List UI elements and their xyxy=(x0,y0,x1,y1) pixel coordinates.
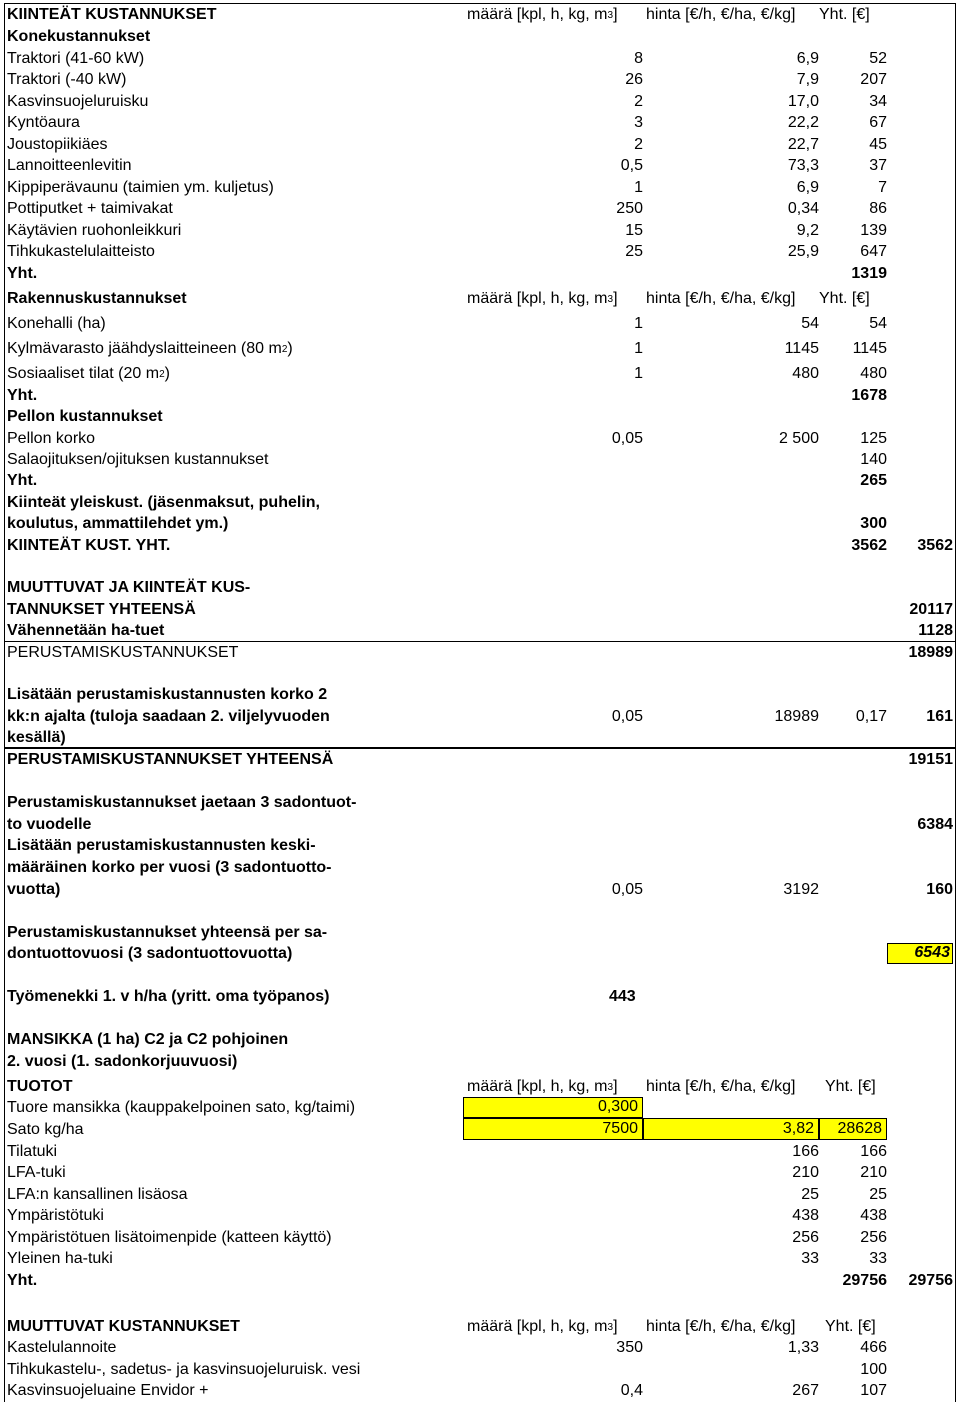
interest-rate: 0,05 xyxy=(611,708,643,725)
interest-row-3 xyxy=(5,727,956,748)
item-price: 1145 xyxy=(784,340,819,357)
table-row xyxy=(5,241,956,262)
item-total: 647 xyxy=(860,243,887,260)
total-header: Yht. [€] xyxy=(819,290,870,307)
table-row xyxy=(5,1162,956,1183)
subsidy-value: 1128 xyxy=(918,622,953,639)
table-row xyxy=(5,176,956,198)
item-name: Kasvinsuojeluaine Envidor + xyxy=(7,1382,209,1399)
divided-value: 6384 xyxy=(917,816,953,833)
var-costs-title: MUUTTUVAT KUSTANNUKSET xyxy=(7,1318,240,1335)
per-year-value: 6543 xyxy=(887,943,953,964)
price-header: hinta [€/h, €/ha, €/kg] xyxy=(646,1318,796,1335)
strawberry-title: MANSIKKA (1 ha) C2 ja C2 pohjoinen xyxy=(7,1031,289,1048)
var-fixed-value: 20117 xyxy=(909,601,953,618)
divided-row-2 xyxy=(5,813,956,835)
per-year-label-line1: Perustamiskustannukset yhteensä per sa- xyxy=(7,924,328,941)
avg-interest-row-2 xyxy=(5,856,956,878)
item-quantity: 0,4 xyxy=(620,1382,643,1399)
field-costs-title: Pellon kustannukset xyxy=(7,408,163,425)
establish-total-value: 19151 xyxy=(908,751,953,768)
item-total: 438 xyxy=(860,1207,887,1224)
item-quantity: 25 xyxy=(625,243,643,260)
item-total: 139 xyxy=(860,222,887,239)
interest-factor: 0,17 xyxy=(855,708,887,725)
item-price: 73,3 xyxy=(787,157,819,174)
item-name: Kylmävarasto jäähdyslaitteineen (80 m $^2$ ) xyxy=(7,340,293,357)
item-total: 86 xyxy=(869,200,887,217)
item-price: 1,33 xyxy=(787,1339,819,1356)
quantity-header: määrä [kpl, h, kg, m $^3$ ] xyxy=(467,1078,618,1095)
item-name: Kastelulannoite xyxy=(7,1339,117,1356)
total-header: Yht. [€] xyxy=(825,1078,876,1095)
item-quantity: 1 xyxy=(634,365,643,382)
item-quantity: 0,5 xyxy=(620,157,643,174)
table-row xyxy=(5,1248,956,1269)
yield-per-plant-row xyxy=(5,1097,956,1118)
item-total: 256 xyxy=(860,1229,887,1246)
spacer xyxy=(5,1007,956,1029)
item-price xyxy=(643,1358,819,1380)
price-header: hinta [€/h, €/ha, €/kg] xyxy=(646,6,796,23)
price-header: hinta [€/h, €/ha, €/kg] xyxy=(646,1078,796,1095)
item-name: LFA-tuki xyxy=(7,1164,66,1181)
item-quantity xyxy=(463,1358,643,1380)
income-title: TUOTOT xyxy=(7,1078,73,1095)
table-row xyxy=(5,359,956,384)
table-row xyxy=(5,133,956,155)
quantity-header: määrä [kpl, h, kg, m $^3$ ] xyxy=(467,1318,618,1335)
divided-row-1 xyxy=(5,792,956,813)
yield-price: 3,82 xyxy=(643,1118,819,1140)
table-row xyxy=(5,1183,956,1205)
item-name: Kippiperävaunu (taimien ym. kuljetus) xyxy=(7,179,274,196)
avg-interest-rate: 0,05 xyxy=(611,881,643,898)
yield-total: 28628 xyxy=(819,1118,887,1140)
table-row xyxy=(5,449,956,470)
table-row xyxy=(5,1226,956,1248)
item-price: 210 xyxy=(792,1164,819,1181)
spacer xyxy=(5,900,956,921)
left-border xyxy=(4,4,5,1402)
spreadsheet xyxy=(5,4,956,1401)
item-total: 107 xyxy=(860,1382,887,1399)
general-costs-row-2 xyxy=(5,513,956,534)
item-total: 100 xyxy=(860,1361,887,1378)
item-total: 54 xyxy=(869,315,887,332)
item-total: 7 xyxy=(878,179,887,196)
strawberry-title-row-1 xyxy=(5,1029,956,1050)
fixed-total-value-2: 3562 xyxy=(917,537,953,554)
item-quantity: 1 xyxy=(634,179,643,196)
avg-interest-label-line2: määräinen korko per vuosi (3 sadontuotto- xyxy=(7,859,332,876)
item-total: 480 xyxy=(860,365,887,382)
interest-label-line3: kesällä) xyxy=(7,729,66,746)
item-name: Pottiputket + taimivakat xyxy=(7,200,173,217)
item-quantity: 2 xyxy=(634,93,643,110)
sum-label: Yht. xyxy=(7,265,38,282)
building-header-row xyxy=(5,284,956,309)
item-total: 25 xyxy=(869,1186,887,1203)
item-total: 33 xyxy=(869,1250,887,1267)
table-row xyxy=(5,334,956,359)
section-title-row xyxy=(5,406,956,427)
yield-row xyxy=(5,1118,956,1140)
spacer xyxy=(5,964,956,986)
general-costs-label-line1: Kiinteät yleiskust. (jäsenmaksut, puhelin, xyxy=(7,494,320,511)
per-year-label-line2: dontuottovuosi (3 sadontuottovuotta) xyxy=(7,945,293,962)
item-quantity: 0,05 xyxy=(611,430,643,447)
sum-value: 1678 xyxy=(851,387,887,404)
item-price xyxy=(643,449,819,470)
table-row xyxy=(5,90,956,112)
fixed-costs-header-row xyxy=(5,4,956,25)
item-price: 9,2 xyxy=(796,222,819,239)
table-row xyxy=(5,1380,956,1401)
yield-per-plant-value: 0,300 xyxy=(463,1097,643,1118)
item-quantity: 2 xyxy=(634,136,643,153)
item-price: 6,9 xyxy=(796,50,819,67)
establish-label: PERUSTAMISKUSTANNUKSET xyxy=(7,644,239,661)
avg-interest-value: 160 xyxy=(926,881,953,898)
item-price: 256 xyxy=(792,1229,819,1246)
item-total: 1145 xyxy=(852,340,887,357)
yield-qty: 7500 xyxy=(463,1118,643,1140)
item-name: Tihkukastelu-, sadetus- ja kasvinsuojeluruisk. vesi xyxy=(7,1361,361,1378)
variable-cost-rows xyxy=(5,1337,956,1401)
sum-label: Yht. xyxy=(7,387,38,404)
item-name: Ympäristötuen lisätoimenpide (katteen käyttö) xyxy=(7,1229,332,1246)
table-row xyxy=(5,47,956,69)
interest-row-2 xyxy=(5,705,956,727)
item-price: 166 xyxy=(792,1143,819,1160)
establish-value: 18989 xyxy=(908,644,953,661)
sum-label: Yht. xyxy=(7,1272,38,1289)
item-name: Kasvinsuojeluruisku xyxy=(7,93,149,110)
spacer xyxy=(5,1291,956,1311)
item-price: 6,9 xyxy=(796,179,819,196)
field-cost-rows xyxy=(5,427,956,470)
item-name: Sosiaaliset tilat (20 m $^2$ ) xyxy=(7,365,170,382)
item-price: 0,34 xyxy=(787,200,819,217)
var-costs-header-row xyxy=(5,1311,956,1337)
general-costs-label-line2: koulutus, ammattilehdet ym.) xyxy=(7,515,229,532)
item-name: Yleinen ha-tuki xyxy=(7,1250,113,1267)
labour-label: Työmenekki 1. v h/ha (yritt. oma työpanos) xyxy=(7,988,330,1005)
spacer xyxy=(5,556,956,576)
item-quantity: 15 xyxy=(625,222,643,239)
interest-value: 161 xyxy=(926,708,953,725)
avg-interest-row-3 xyxy=(5,878,956,900)
item-price: 438 xyxy=(792,1207,819,1224)
item-total: 37 xyxy=(869,157,887,174)
sum-value: 265 xyxy=(860,472,887,489)
avg-interest-row-1 xyxy=(5,835,956,856)
labour-row xyxy=(5,986,956,1007)
strawberry-title-row-2 xyxy=(5,1050,956,1072)
item-quantity: 26 xyxy=(625,71,643,88)
building-sum-row xyxy=(5,384,956,406)
table-row xyxy=(5,219,956,241)
spacer xyxy=(5,663,956,683)
item-name: Pellon korko xyxy=(7,430,96,447)
price-header: hinta [€/h, €/ha, €/kg] xyxy=(646,290,796,307)
table-row xyxy=(5,155,956,176)
yield-label: Sato kg/ha xyxy=(7,1121,84,1138)
item-price: 54 xyxy=(801,315,819,332)
avg-interest-base: 3192 xyxy=(783,881,819,898)
item-price: 7,9 xyxy=(796,71,819,88)
yield-per-plant-label: Tuore mansikka (kauppakelpoinen sato, kg/taimi) xyxy=(7,1099,356,1116)
income-header-row xyxy=(5,1072,956,1097)
item-total: 207 xyxy=(860,71,887,88)
table-row xyxy=(5,1358,956,1380)
var-fixed-row-2 xyxy=(5,598,956,620)
subsidy-label: Vähennetään ha-tuet xyxy=(7,622,165,639)
table-row xyxy=(5,1337,956,1358)
item-price: 22,7 xyxy=(787,136,819,153)
interest-label-line2: kk:n ajalta (tuloja saadaan 2. viljelyvuoden xyxy=(7,708,330,725)
item-price: 17,0 xyxy=(787,93,819,110)
building-cost-rows xyxy=(5,309,956,384)
table-row xyxy=(5,198,956,219)
item-quantity: 350 xyxy=(616,1339,643,1356)
item-quantity xyxy=(463,449,643,470)
right-border xyxy=(955,4,956,1402)
var-fixed-label-line1: MUUTTUVAT JA KIINTEÄT KUS- xyxy=(7,579,251,596)
item-name: Käytävien ruohonleikkuri xyxy=(7,222,182,239)
table-row xyxy=(5,69,956,90)
item-quantity: 3 xyxy=(634,114,643,131)
fixed-costs-title: KIINTEÄT KUSTANNUKSET xyxy=(7,6,217,23)
total-header: Yht. [€] xyxy=(819,6,870,23)
spacer xyxy=(5,770,956,792)
interest-row-1 xyxy=(5,683,956,705)
item-total: 125 xyxy=(860,430,887,447)
item-total: 52 xyxy=(869,50,887,67)
income-rows xyxy=(5,1140,956,1269)
sum-value: 29756 xyxy=(842,1272,887,1289)
per-year-row-2 xyxy=(5,943,956,964)
sum-label: Yht. xyxy=(7,472,38,489)
table-row xyxy=(5,1205,956,1226)
item-price: 33 xyxy=(801,1250,819,1267)
item-name: Traktori (-40 kW) xyxy=(7,71,127,88)
item-quantity: 1 xyxy=(634,340,643,357)
interest-base: 18989 xyxy=(774,708,819,725)
labour-value: 443 xyxy=(609,988,636,1005)
per-year-row-1 xyxy=(5,921,956,943)
item-total: 34 xyxy=(869,93,887,110)
avg-interest-label-line1: Lisätään perustamiskustannusten keski- xyxy=(7,837,316,854)
item-price: 2 500 xyxy=(778,430,819,447)
quantity-header: määrä [kpl, h, kg, m $^3$ ] xyxy=(467,290,618,307)
item-name: Tilatuki xyxy=(7,1143,58,1160)
sum-value: 1319 xyxy=(851,265,887,282)
item-quantity: 250 xyxy=(616,200,643,217)
establish-total-label: PERUSTAMISKUSTANNUKSET YHTEENSÄ xyxy=(7,751,334,768)
var-fixed-row-1 xyxy=(5,576,956,598)
item-total: 67 xyxy=(869,114,887,131)
fixed-total-row xyxy=(5,534,956,556)
item-name: Lannoitteenlevitin xyxy=(7,157,132,174)
quantity-header: määrä [kpl, h, kg, m $^3$ ] xyxy=(467,6,618,23)
top-border xyxy=(4,3,956,4)
income-sum-row xyxy=(5,1269,956,1291)
item-total: 210 xyxy=(860,1164,887,1181)
building-costs-title: Rakennuskustannukset xyxy=(7,290,187,307)
item-name: Konehalli (ha) xyxy=(7,315,106,332)
item-quantity: 8 xyxy=(634,50,643,67)
item-total: 140 xyxy=(860,451,887,468)
item-total: 166 xyxy=(860,1143,887,1160)
item-price: 22,2 xyxy=(787,114,819,131)
table-row xyxy=(5,427,956,449)
machine-sum-row xyxy=(5,262,956,284)
var-fixed-label-line2: TANNUKSET YHTEENSÄ xyxy=(7,601,196,618)
sum-value-2: 29756 xyxy=(908,1272,953,1289)
item-name: Joustopiikiäes xyxy=(7,136,108,153)
item-name: Kyntöaura xyxy=(7,114,80,131)
avg-interest-label-line3: vuotta) xyxy=(7,881,61,898)
fixed-total-label: KIINTEÄT KUST. YHT. xyxy=(7,537,171,554)
divided-label-line2: to vuodelle xyxy=(7,816,92,833)
item-total: 45 xyxy=(869,136,887,153)
section-title-row xyxy=(5,25,956,47)
table-row xyxy=(5,112,956,133)
item-total: 466 xyxy=(860,1339,887,1356)
fixed-total-value: 3562 xyxy=(851,537,887,554)
item-name: Tihkukastelulaitteisto xyxy=(7,243,155,260)
machine-costs-title: Konekustannukset xyxy=(7,28,151,45)
item-price: 267 xyxy=(792,1382,819,1399)
item-name: Salaojituksen/ojituksen kustannukset xyxy=(7,451,269,468)
table-row xyxy=(5,1140,956,1162)
item-name: Traktori (41-60 kW) xyxy=(7,50,145,67)
field-sum-row xyxy=(5,470,956,491)
general-costs-value: 300 xyxy=(860,515,887,532)
item-price: 25,9 xyxy=(787,243,819,260)
total-header: Yht. [€] xyxy=(825,1318,876,1335)
machine-cost-rows xyxy=(5,47,956,262)
establish-total-row xyxy=(5,748,956,770)
item-price: 25 xyxy=(801,1186,819,1203)
subsidy-row xyxy=(5,620,956,641)
divided-label-line1: Perustamiskustannukset jaetaan 3 sadontuot- xyxy=(7,794,357,811)
item-name: Ympäristötuki xyxy=(7,1207,104,1224)
item-name: LFA:n kansallinen lisäosa xyxy=(7,1186,188,1203)
item-quantity: 1 xyxy=(634,315,643,332)
interest-label-line1: Lisätään perustamiskustannusten korko 2 xyxy=(7,686,328,703)
table-row xyxy=(5,309,956,334)
general-costs-row-1 xyxy=(5,491,956,513)
establish-row xyxy=(5,641,956,663)
strawberry-subtitle: 2. vuosi (1. sadonkorjuuvuosi) xyxy=(7,1053,238,1070)
item-price: 480 xyxy=(792,365,819,382)
